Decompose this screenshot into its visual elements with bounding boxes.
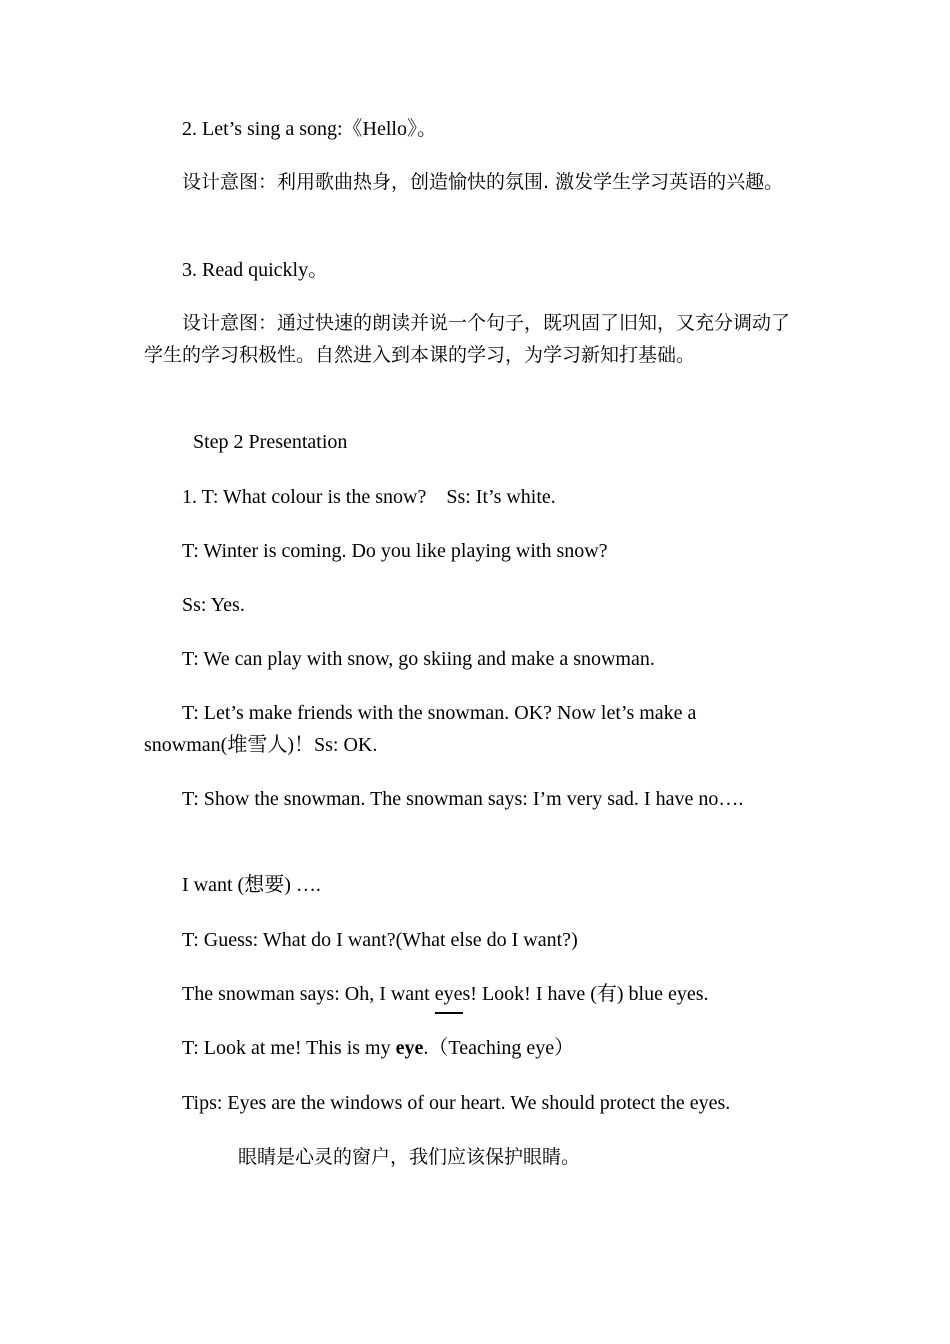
dialog-line-6: T: Show the snowman. The snowman says: I’m very sad. I have no….	[182, 788, 744, 810]
dialog-line-7: I want (想要) ….	[182, 874, 321, 896]
read-activity-line: 3. Read quickly。	[182, 259, 329, 281]
dialog-line-9	[182, 978, 709, 1010]
dialog-line-8: T: Guess: What do I want?(What else do I want?)	[182, 929, 578, 951]
bold-word: eye	[395, 1037, 424, 1059]
tips-line: Tips: Eyes are the windows of our heart. We should protect the eyes.	[182, 1092, 731, 1114]
dialog-line-10	[182, 1032, 574, 1064]
dialog-line-10-after: .（Teaching eye）	[423, 1037, 575, 1059]
step-heading: Step 2 Presentation	[193, 431, 348, 453]
dialog-line-9-after: s! Look! I have (有) blue eyes.	[462, 983, 709, 1005]
design-intent-paragraph-2: 设计意图：通过快速的朗读并说一个句子，既巩固了旧知，又充分调动了学生的学习积极性。自然进入到本课的学习，为学习新知打基础。	[144, 312, 791, 366]
dialog-line-5: T: Let’s make friends with the snowman. OK? Now let’s make a snowman(堆雪人)！Ss: OK.	[144, 702, 697, 756]
dialog-line-9-before: The snowman says: Oh, I want	[182, 983, 435, 1005]
dialog-line-3: Ss: Yes.	[182, 594, 245, 616]
underlined-word: eye	[435, 978, 463, 1010]
song-activity-line: 2. Let’s sing a song:《Hello》。	[182, 118, 437, 140]
dialog-line-4: T: We can play with snow, go skiing and make a snowman.	[182, 648, 655, 670]
design-intent-paragraph-1: 设计意图：利用歌曲热身，创造愉快的氛围. 激发学生学习英语的兴趣。	[182, 171, 784, 193]
dialog-line-2: T: Winter is coming. Do you like playing with snow?	[182, 540, 608, 562]
dialog-line-10-before: T: Look at me! This is my	[182, 1037, 396, 1059]
tips-chinese-line: 眼睛是心灵的窗户，我们应该保护眼睛。	[238, 1146, 581, 1168]
dialog-line-1: 1. T: What colour is the snow? Ss: It’s white.	[182, 486, 556, 508]
